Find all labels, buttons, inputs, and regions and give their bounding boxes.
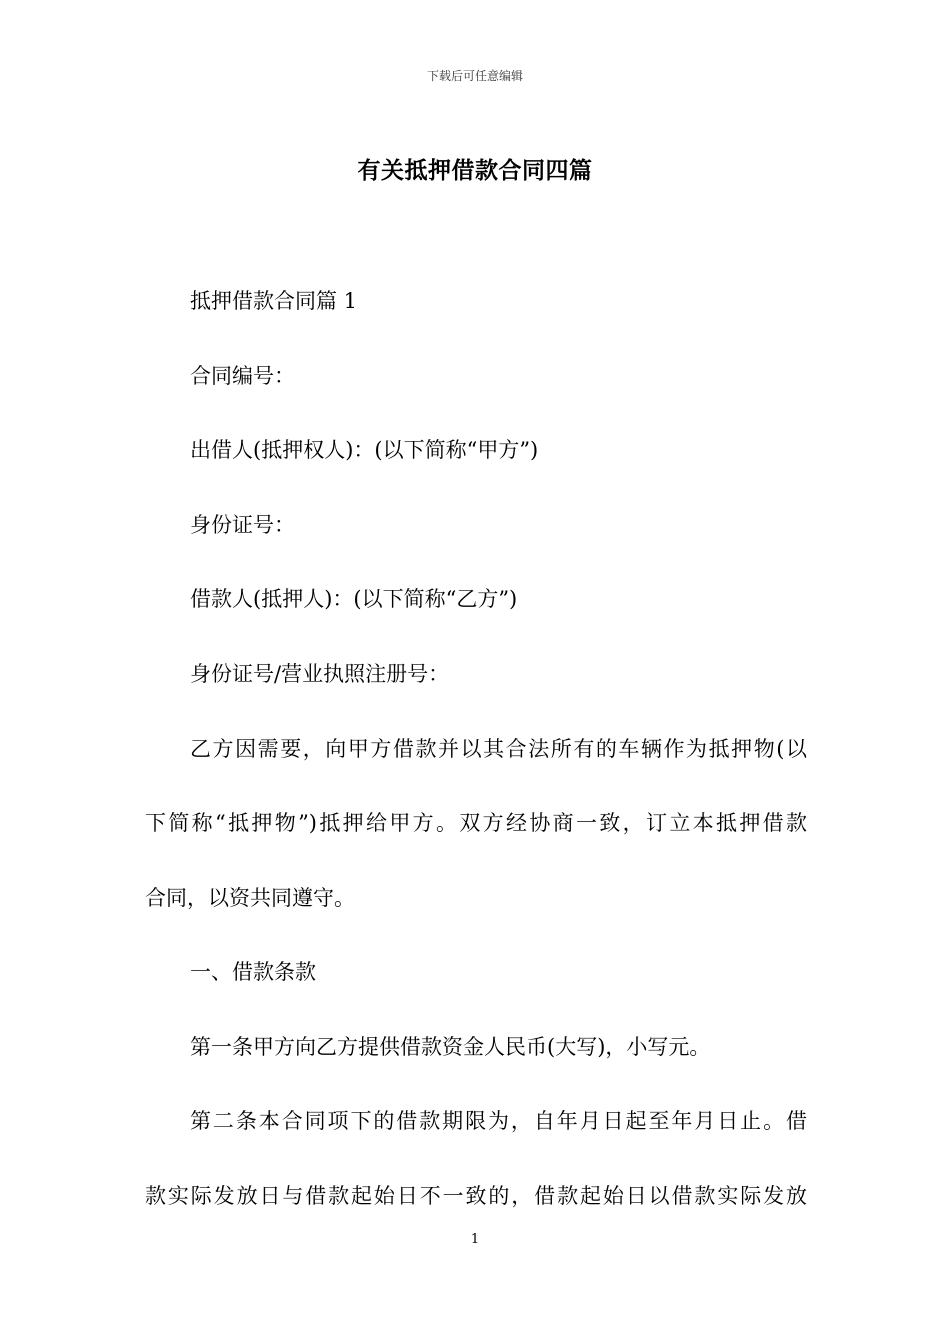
document-title: 有关抵押借款合同四篇 xyxy=(357,157,593,184)
paragraph-line: 乙方因需要，向甲方借款并以其合法所有的车辆作为抵押物(以 xyxy=(190,737,807,761)
page-number: 1 xyxy=(470,1232,480,1247)
clause-heading: 一、借款条款 xyxy=(190,960,316,984)
lender-label: 出借人(抵押权人)：(以下简称“甲方”) xyxy=(190,438,539,462)
borrower-label: 借款人(抵押人)：(以下简称“乙方”) xyxy=(190,587,518,611)
header-note: 下载后可任意编辑 xyxy=(426,69,523,83)
clause-line: 第二条本合同项下的借款期限为，自年月日起至年月日止。借 xyxy=(190,1109,807,1133)
paragraph-line: 合同，以资共同遵守。 xyxy=(145,886,355,910)
contract-number-label: 合同编号： xyxy=(190,364,295,388)
clause-line: 第一条甲方向乙方提供借款资金人民币(大写)，小写元。 xyxy=(190,1035,711,1059)
clause-line: 款实际发放日与借款起始日不一致的，借款起始日以借款实际发放 xyxy=(145,1184,807,1208)
lender-id-label: 身份证号： xyxy=(190,513,295,537)
borrower-id-label: 身份证号/营业执照注册号： xyxy=(190,662,450,686)
paragraph-line: 下简称“抵押物”)抵押给甲方。双方经协商一致，订立本抵押借款 xyxy=(145,811,807,835)
section-heading: 抵押借款合同篇 1 xyxy=(190,289,358,313)
